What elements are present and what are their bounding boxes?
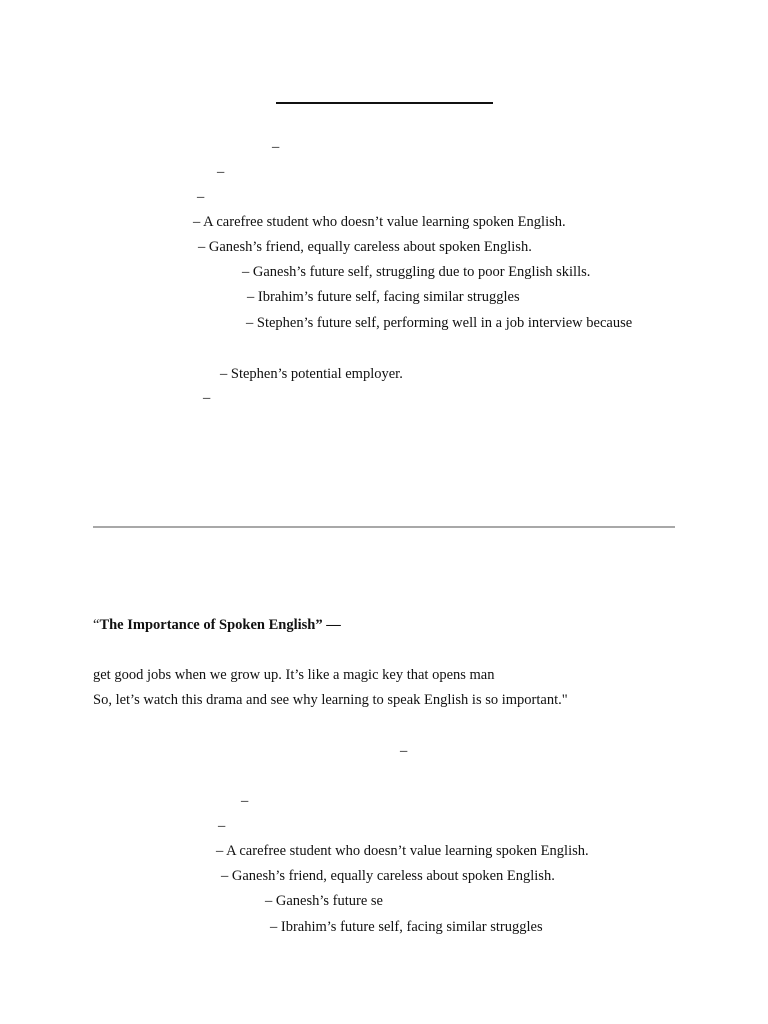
- cast-dash: –: [400, 743, 408, 759]
- cast-line-future-ibrahim: – Ibrahim’s future self, facing similar struggles: [270, 919, 543, 935]
- intro-quote-open: “: [93, 617, 100, 633]
- cast-dash: –: [272, 139, 280, 155]
- cast-dash: –: [218, 818, 226, 834]
- cast-dash: –: [203, 390, 211, 406]
- intro-paragraph-line: get good jobs when we grow up. It’s like a magic key that opens man: [93, 667, 495, 683]
- title-underline: [276, 102, 493, 104]
- cast-line-ibrahim: – Ganesh’s friend, equally careless about spoken English.: [221, 868, 555, 884]
- intro-title: The Importance of Spoken English”: [99, 617, 323, 633]
- cast-dash: –: [241, 793, 249, 809]
- intro-dash: —: [322, 617, 341, 633]
- cast-line-ganesh: – A carefree student who doesn’t value learning spoken English.: [216, 843, 589, 859]
- cast-line-future-ibrahim: – Ibrahim’s future self, facing similar struggles: [247, 289, 520, 305]
- cast-dash: –: [197, 189, 205, 205]
- cast-line-ibrahim: – Ganesh’s friend, equally careless about spoken English.: [198, 239, 532, 255]
- cast-line-future-stephen: – Stephen’s future self, performing well in a job interview because: [246, 315, 633, 331]
- cast-line-future-ganesh: – Ganesh’s future se: [265, 893, 383, 909]
- cast-dash: –: [217, 164, 225, 180]
- cast-line-ganesh: – A carefree student who doesn’t value learning spoken English.: [193, 214, 566, 230]
- page-divider: [93, 526, 675, 528]
- intro-paragraph-line: So, let’s watch this drama and see why learning to speak English is so important.": [93, 692, 568, 708]
- intro-heading: [93, 616, 341, 634]
- cast-line-future-ganesh: – Ganesh’s future self, struggling due to poor English skills.: [242, 264, 591, 280]
- cast-line-employer: – Stephen’s potential employer.: [220, 366, 403, 382]
